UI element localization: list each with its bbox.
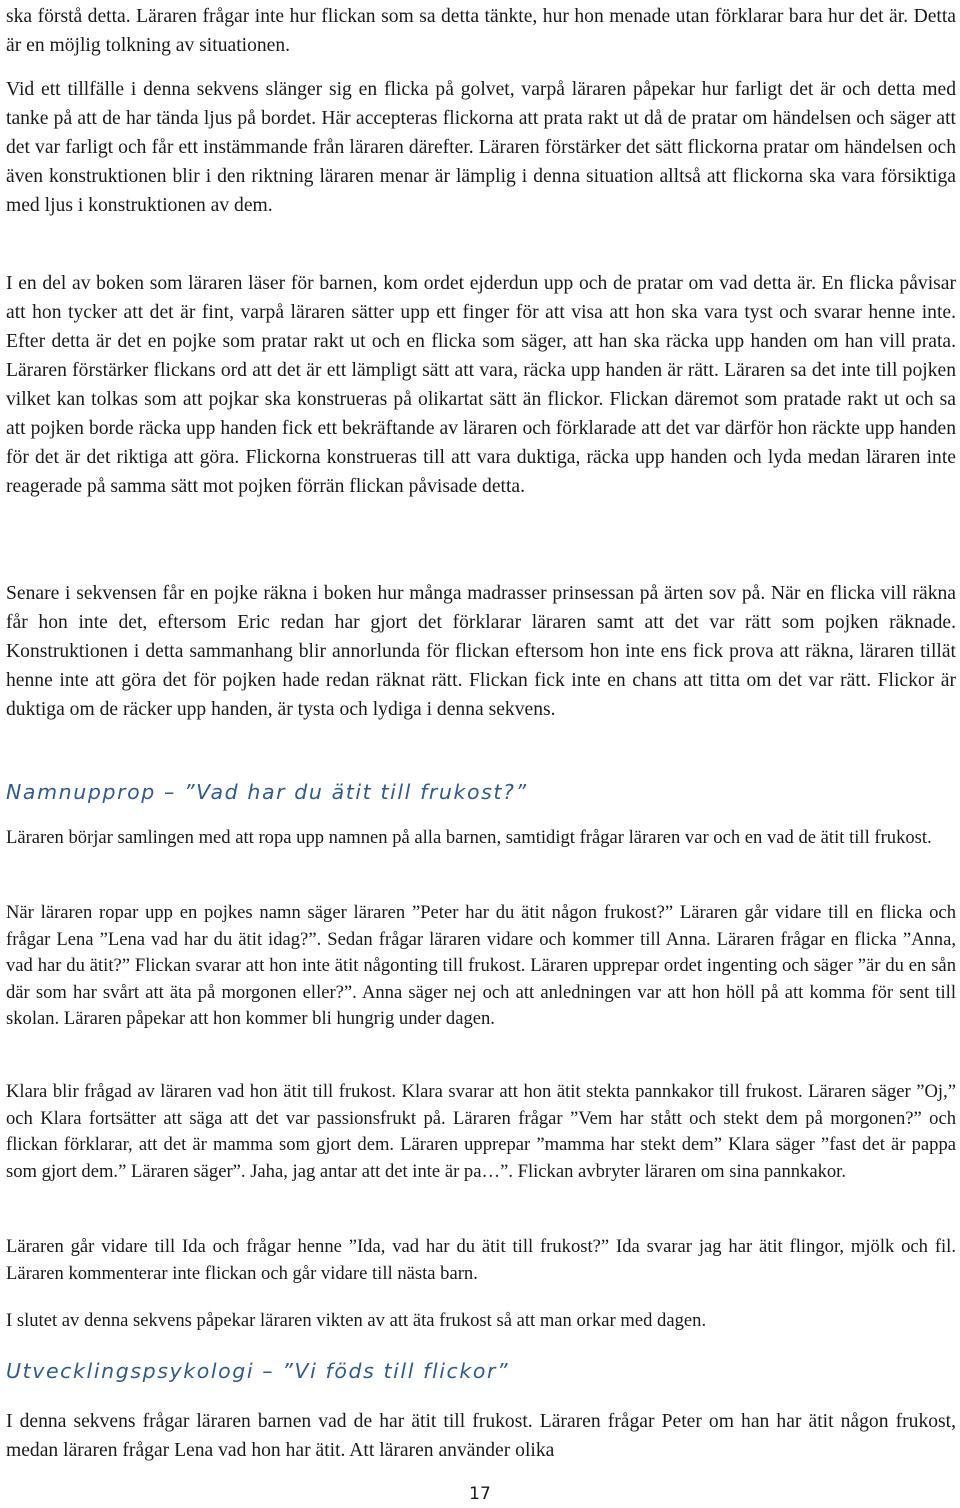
paragraph-2: Vid ett tillfälle i denna sekvens slänger sig en flicka på golvet, varpå läraren påpekar hur farligt det är och detta med tanke på att de har tända ljus på bordet. Här accepteras flickorna att prata rakt ut då de pratar om händelsen och säger att det var farligt och får ett instämmande från läraren därefter. Läraren förstärker det sätt flickorna pratar om händelsen och även konstruktionen blir i den riktning läraren menar är lämplig i denna situation alltså att flickorna ska vara försiktiga med ljus i konstruktionen av dem.: [6, 79, 956, 216]
section1-paragraph-1: Läraren börjar samlingen med att ropa upp namnen på alla barnen, samtidigt frågar läraren var och en vad de ätit till frukost.: [6, 827, 932, 848]
section1-paragraph-5: I slutet av denna sekvens påpekar läraren vikten av att äta frukost så att man orkar med dagen.: [6, 1310, 707, 1331]
section2-paragraph-1: I denna sekvens frågar läraren barnen vad de har ätit till frukost. Läraren frågar Peter om han har ätit någon frukost, medan läraren frågar Lena vad hon har ätit. Att läraren använder olika: [6, 1411, 956, 1461]
section1-paragraph-4: Läraren går vidare till Ida och frågar henne ”Ida, vad har du ätit till frukost?” Ida svarar jag har ätit flingor, mjölk och fil. Läraren kommenterar inte flickan och går vidare till nästa barn.: [6, 1236, 956, 1284]
page-number: 17: [469, 1484, 491, 1504]
section-heading-utvecklingspsykologi: Utvecklingspsykologi – ”Vi föds till flickor”: [6, 1359, 510, 1383]
section1-paragraph-3: Klara blir frågad av läraren vad hon ätit till frukost. Klara svarar att hon ätit stekta pannkakor till frukost. Läraren säger ”Oj,” och Klara fortsätter att säga att det var passionsfrukt på. Läraren frågar ”Vem har stått och stekt dem på morgonen?” och flickan förklarar, att det är mamma som gjort dem. Läraren upprepar ”mamma har stekt dem” Klara säger ”fast det är pappa som gjort dem.” Läraren säger”. Jaha, jag antar att det inte är pa…”. Flickan avbryter läraren om sina pannkakor.: [6, 1081, 956, 1182]
paragraph-3: I en del av boken som läraren läser för barnen, kom ordet ejderdun upp och de pratar om vad detta är. En flicka påvisar att hon tycker att det är fint, varpå läraren sätter upp ett finger för att visa att hon ska vara tyst och svarar henne inte. Efter detta är det en pojke som pratar rakt ut och en flicka som säger, att han ska räcka upp handen om han vill prata. Läraren förstärker flickans ord att det är ett lämpligt sätt att vara, räcka upp handen är rätt. Läraren sa det inte till pojken vilket kan tolkas som att pojkar ska konstrueras på olikartat sätt än flickor. Flickan däremot som pratade rakt ut och sa att pojken borde räcka upp handen fick ett bekräftande av läraren och förklarade att det var därför hon räckte upp handen för det är det riktiga att göra. Flickorna konstrueras till att vara duktiga, räcka upp handen och lyda medan läraren inte reagerade på samma sätt mot pojken förrän flickan påvisade detta.: [6, 273, 956, 497]
section1-paragraph-2: När läraren ropar upp en pojkes namn säger läraren ”Peter har du ätit någon frukost?” Läraren går vidare till en flicka och frågar Lena ”Lena vad har du ätit idag?”. Sedan frågar läraren vidare och kommer till Anna. Läraren frågar en flicka ”Anna, vad har du ätit?” Flickan svarar att hon inte ätit någonting till frukost. Läraren upprepar ordet ingenting och säger ”är du en sån där som har svårt att äta på morgonen eller?”. Anna säger nej och att anledningen var att hon höll på att komma för sent till skolan. Läraren påpekar att hon kommer bli hungrig under dagen.: [6, 902, 956, 1029]
paragraph-4: Senare i sekvensen får en pojke räkna i boken hur många madrasser prinsessan på ärten sov på. När en flicka vill räkna får hon inte det, eftersom Eric redan har gjort det förklarar läraren samt att det var rätt som pojken räknade. Konstruktionen i detta sammanhang blir annorlunda för flickan eftersom hon inte ens fick prova att räkna, läraren tillät henne inte att göra det för pojken hade redan räknat rätt. Flickan fick inte en chans att titta om det var rätt. Flickor är duktiga om de räcker upp handen, är tysta och lydiga i denna sekvens.: [6, 583, 956, 720]
section-heading-namnupprop: Namnupprop – ”Vad har du ätit till frukost?”: [6, 780, 528, 804]
paragraph-1: ska förstå detta. Läraren frågar inte hur flickan som sa detta tänkte, hur hon menade utan förklarar bara hur det är. Detta är en möjlig tolkning av situationen.: [6, 6, 956, 56]
